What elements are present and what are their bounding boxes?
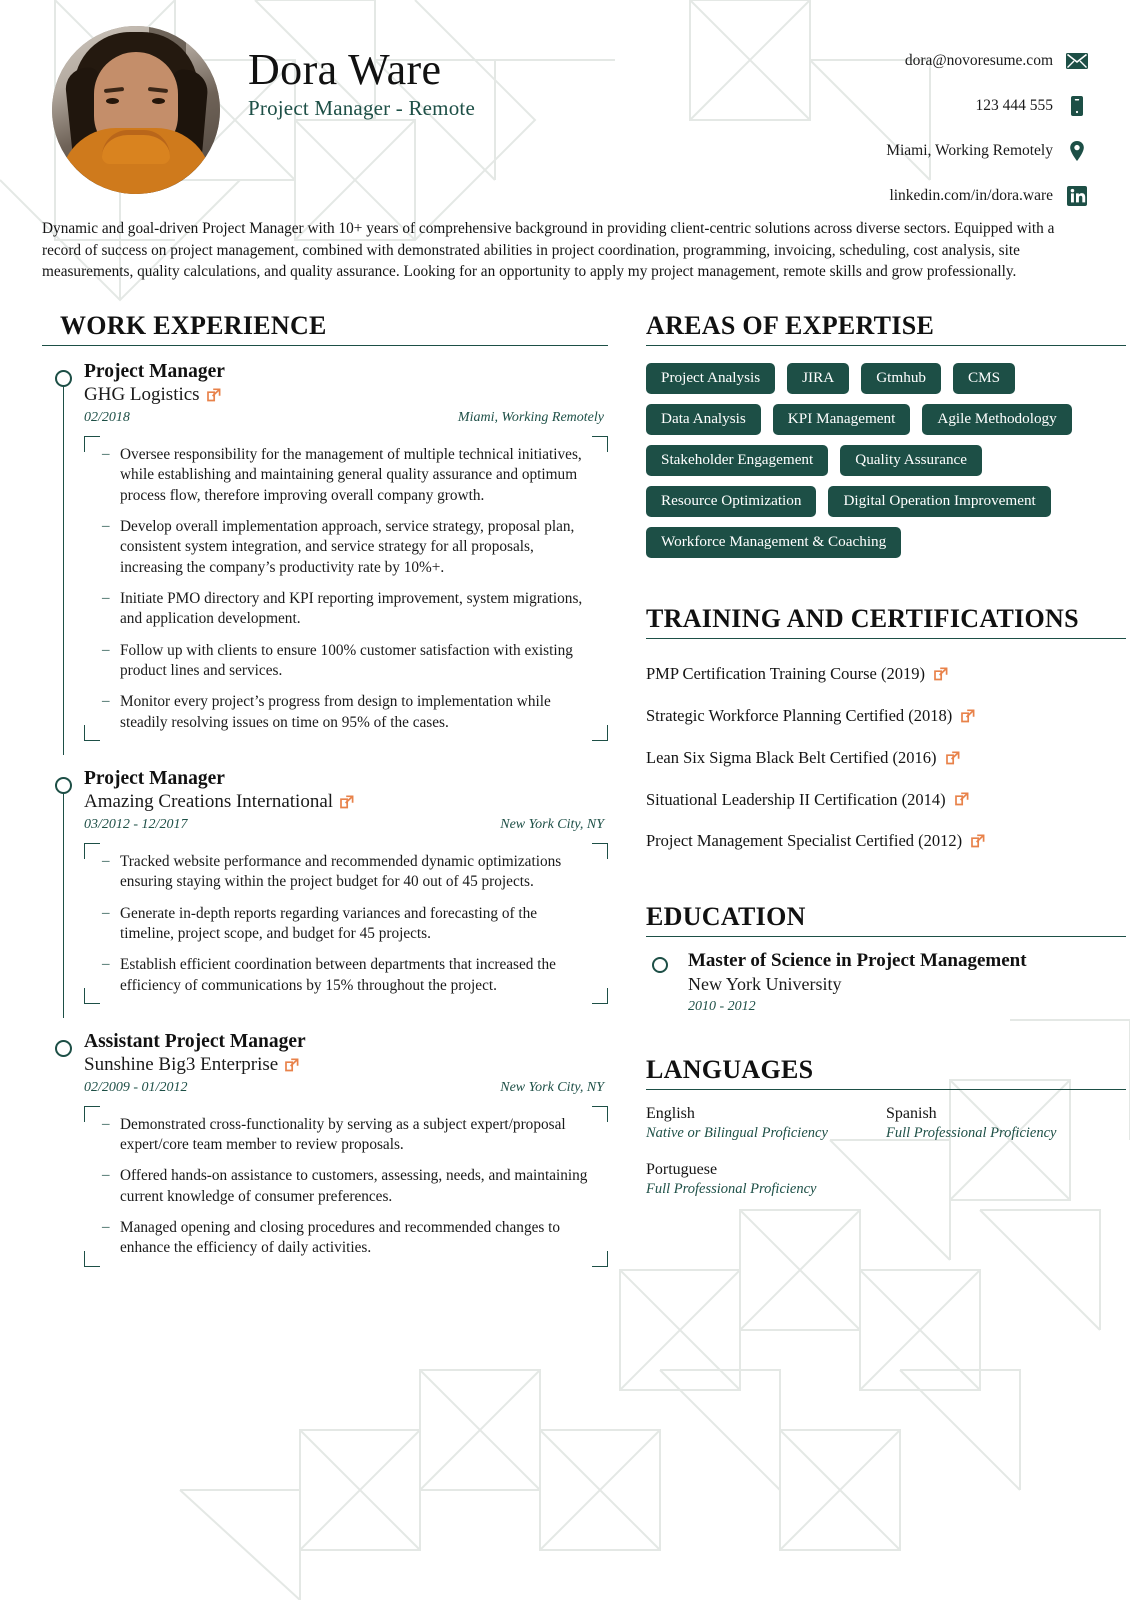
job-meta (84, 1080, 608, 1096)
expertise-tag[interactable]: Digital Operation Improvement (828, 486, 1050, 517)
bullet-dash-icon: – (102, 1167, 110, 1184)
professional-summary: Dynamic and goal-driven Project Manager with 10+ years of comprehensive background in providing client-centric solutions across diverse sectors. Equipped with a record of success on project management, combined with demonstrated abilities in project coordination, programming, invoicing, scheduling, cost analysis, site measurements, quality calculations, and quality assurance. Looking for an opportunity to apply my project management, remote skills and grow professionally. (42, 220, 1055, 281)
certification-text: Situational Leadership II Certification (2014) (646, 789, 946, 809)
expertise-tag[interactable]: CMS (953, 363, 1015, 394)
resume-header (42, 0, 1088, 204)
bullet-text: Managed opening and closing procedures and recommended changes to enhance the efficiency of daily activities. (120, 1219, 561, 1257)
external-link-icon[interactable] (207, 388, 221, 402)
bullet-dash-icon: – (102, 904, 110, 921)
external-link-icon[interactable] (934, 667, 948, 681)
job-meta (84, 410, 608, 426)
job-location: New York City, NY (500, 816, 604, 832)
job-dates: 02/2018 (84, 410, 130, 426)
job-bullets (84, 843, 608, 1004)
contact-item-location[interactable] (788, 128, 1088, 173)
bullet-dash-icon: – (102, 641, 110, 658)
bullet-text: Offered hands-on assistance to customers, assessing, needs, and maintaining current knowledge of consumer preferences. (120, 1167, 588, 1205)
section-languages (646, 1055, 1126, 1218)
timeline-line (63, 785, 65, 1018)
section-divider (42, 345, 608, 346)
expertise-tag[interactable]: Project Analysis (646, 363, 775, 394)
certification-item (646, 653, 1126, 695)
expertise-tag[interactable]: KPI Management (773, 404, 911, 435)
section-divider (646, 345, 1126, 346)
external-link-icon[interactable] (340, 795, 354, 809)
expertise-tag[interactable]: Workforce Management & Coaching (646, 527, 901, 558)
bullet-item (94, 692, 594, 733)
profile-photo (52, 26, 220, 194)
bullet-item (94, 955, 594, 996)
bullet-item (94, 641, 594, 682)
job-role: Project Manager (84, 361, 225, 383)
bullet-dash-icon: – (102, 852, 110, 869)
timeline-line (63, 378, 65, 755)
bullet-dash-icon: – (102, 956, 110, 973)
candidate-job-title: Project Manager - Remote (248, 95, 475, 120)
work-experience-timeline (42, 360, 608, 1267)
contact-list (788, 26, 1088, 218)
job-company-name: Amazing Creations International (84, 791, 334, 813)
bullet-dash-icon: – (102, 446, 110, 463)
section-divider (646, 936, 1126, 937)
expertise-tag-list (646, 363, 1126, 558)
expertise-tag[interactable]: JIRA (787, 363, 849, 394)
bullet-dash-icon: – (102, 590, 110, 607)
contact-item-linkedin[interactable] (788, 173, 1088, 218)
section-divider (646, 638, 1126, 639)
phone-icon (1066, 95, 1088, 117)
timeline-dot-icon (55, 777, 72, 794)
body-columns (42, 311, 1088, 1267)
section-education (646, 902, 1126, 1014)
bullet-dash-icon: – (102, 518, 110, 535)
bullet-text: Follow up with clients to ensure 100% customer satisfaction with existing product lines and services. (120, 641, 573, 680)
job-bullets (84, 1106, 608, 1267)
bullet-text: Generate in-depth reports regarding variances and forecasting of the timeline, project scope, and budget for 45 projects. (120, 904, 538, 942)
certification-item (646, 779, 1126, 821)
job-role: Assistant Project Manager (84, 1030, 306, 1052)
certification-item (646, 695, 1126, 737)
language-item (646, 1104, 886, 1143)
job-company (84, 1053, 608, 1077)
candidate-name: Dora Ware (248, 45, 442, 94)
external-link-icon[interactable] (285, 1058, 299, 1072)
language-item (646, 1160, 886, 1199)
job-meta (84, 817, 608, 833)
language-level: Full Professional Proficiency (886, 1124, 1057, 1141)
certification-text: PMP Certification Training Course (2019) (646, 664, 925, 684)
language-level: Full Professional Proficiency (646, 1181, 817, 1198)
section-divider (646, 1089, 1126, 1090)
work-experience-title: WORK EXPERIENCE (60, 311, 327, 341)
bullet-text: Monitor every project’s progress from design to implementation while steadily resolving issues on time on 95% of the cases. (120, 693, 551, 731)
language-name: Spanish (886, 1104, 937, 1122)
work-entry (42, 767, 608, 1004)
location-icon (1066, 140, 1088, 162)
contact-linkedin-text: linkedin.com/in/dora.ware (889, 186, 1053, 204)
timeline-dot-icon (55, 370, 72, 387)
bullet-item (94, 1166, 594, 1207)
languages-title: LANGUAGES (646, 1054, 814, 1084)
work-entry (42, 360, 608, 741)
job-company (84, 790, 608, 814)
bullet-dash-icon: – (102, 1115, 110, 1132)
bullet-item (94, 589, 594, 630)
expertise-tag[interactable]: Gtmhub (861, 363, 941, 394)
external-link-icon[interactable] (961, 709, 975, 723)
job-bullets (84, 436, 608, 741)
language-item (886, 1104, 1126, 1143)
contact-item-phone[interactable] (788, 83, 1088, 128)
certification-text: Project Management Specialist Certified (2012) (646, 831, 963, 851)
job-role: Project Manager (84, 768, 225, 790)
external-link-icon[interactable] (955, 792, 969, 806)
job-location: Miami, Working Remotely (457, 410, 604, 426)
bullet-dash-icon: – (102, 693, 110, 710)
photo-container (42, 26, 220, 194)
areas-of-expertise-title: AREAS OF EXPERTISE (646, 311, 935, 341)
name-block (220, 26, 788, 121)
language-name: Portuguese (646, 1161, 718, 1179)
bullet-text: Demonstrated cross-functionality by serving as a subject expert/proposal expert/core team member to review proposals. (120, 1115, 566, 1154)
education-degree: Master of Science in Project Management (688, 950, 1027, 972)
contact-location-text: Miami, Working Remotely (886, 141, 1053, 159)
bullet-item (94, 1115, 594, 1156)
external-link-icon[interactable] (946, 751, 960, 765)
certification-item (646, 737, 1126, 779)
certification-text: Strategic Workforce Planning Certified (2018) (646, 705, 953, 725)
expertise-tag[interactable]: Quality Assurance (840, 445, 982, 476)
job-location: New York City, NY (500, 1079, 604, 1095)
email-icon (1066, 50, 1088, 72)
left-column (42, 311, 608, 1267)
contact-phone-text: 123 444 555 (975, 96, 1053, 114)
section-areas-of-expertise (646, 311, 1126, 558)
bullet-dash-icon: – (102, 1219, 110, 1236)
expertise-tag[interactable]: Stakeholder Engagement (646, 445, 828, 476)
timeline-dot-icon (652, 957, 668, 973)
expertise-tag[interactable]: Agile Methodology (922, 404, 1071, 435)
section-work-experience (42, 311, 608, 346)
job-dates: 03/2012 - 12/2017 (84, 816, 188, 832)
bullet-item (94, 904, 594, 945)
bullet-item (94, 445, 594, 506)
bullet-text: Develop overall implementation approach, service strategy, proposal plan, consistent system integration, and service strategy for all proposals, increasing the company’s productivity rate by 10%+. (120, 518, 575, 576)
contact-email-text: dora@novoresume.com (904, 51, 1053, 69)
linkedin-icon (1066, 185, 1088, 207)
education-dates: 2010 - 2012 (688, 998, 756, 1014)
language-list (646, 1104, 1126, 1218)
section-training-certifications (646, 604, 1126, 862)
education-school: New York University (688, 974, 842, 995)
expertise-tag[interactable]: Resource Optimization (646, 486, 816, 517)
external-link-icon[interactable] (971, 834, 985, 848)
certification-text: Lean Six Sigma Black Belt Certified (2016) (646, 747, 937, 767)
job-dates: 02/2009 - 01/2012 (84, 1079, 188, 1095)
bullet-text: Tracked website performance and recommended dynamic optimizations ensuring staying within the project budget for 40 out of 45 projects. (120, 852, 562, 891)
certification-list (646, 653, 1126, 862)
certification-item (646, 820, 1126, 862)
training-certifications-title: TRAINING AND CERTIFICATIONS (646, 604, 1079, 634)
timeline-dot-icon (55, 1040, 72, 1057)
bullet-item (94, 1218, 594, 1259)
bullet-text: Initiate PMO directory and KPI reporting improvement, system migrations, and application development. (120, 590, 583, 628)
language-level: Native or Bilingual Proficiency (646, 1124, 828, 1141)
language-name: English (646, 1104, 695, 1122)
job-company-name: GHG Logistics (84, 384, 200, 406)
education-title: EDUCATION (646, 902, 806, 932)
education-entry (646, 950, 1126, 1014)
bullet-item (94, 852, 594, 893)
job-company (84, 383, 608, 407)
job-company-name: Sunshine Big3 Enterprise (84, 1053, 279, 1075)
work-entry (42, 1030, 608, 1267)
bullet-item (94, 517, 594, 578)
expertise-tag[interactable]: Data Analysis (646, 404, 761, 435)
contact-item-email[interactable] (788, 38, 1088, 83)
right-column (646, 311, 1126, 1217)
bullet-text: Oversee responsibility for the management of multiple technical initiatives, while establishing and maintaining general quality assurance and optimum process flow, therefore improving overall company growth. (120, 446, 582, 504)
bullet-text: Establish efficient coordination between departments that increased the efficiency of communications by 15% throughout the project. (120, 956, 556, 994)
